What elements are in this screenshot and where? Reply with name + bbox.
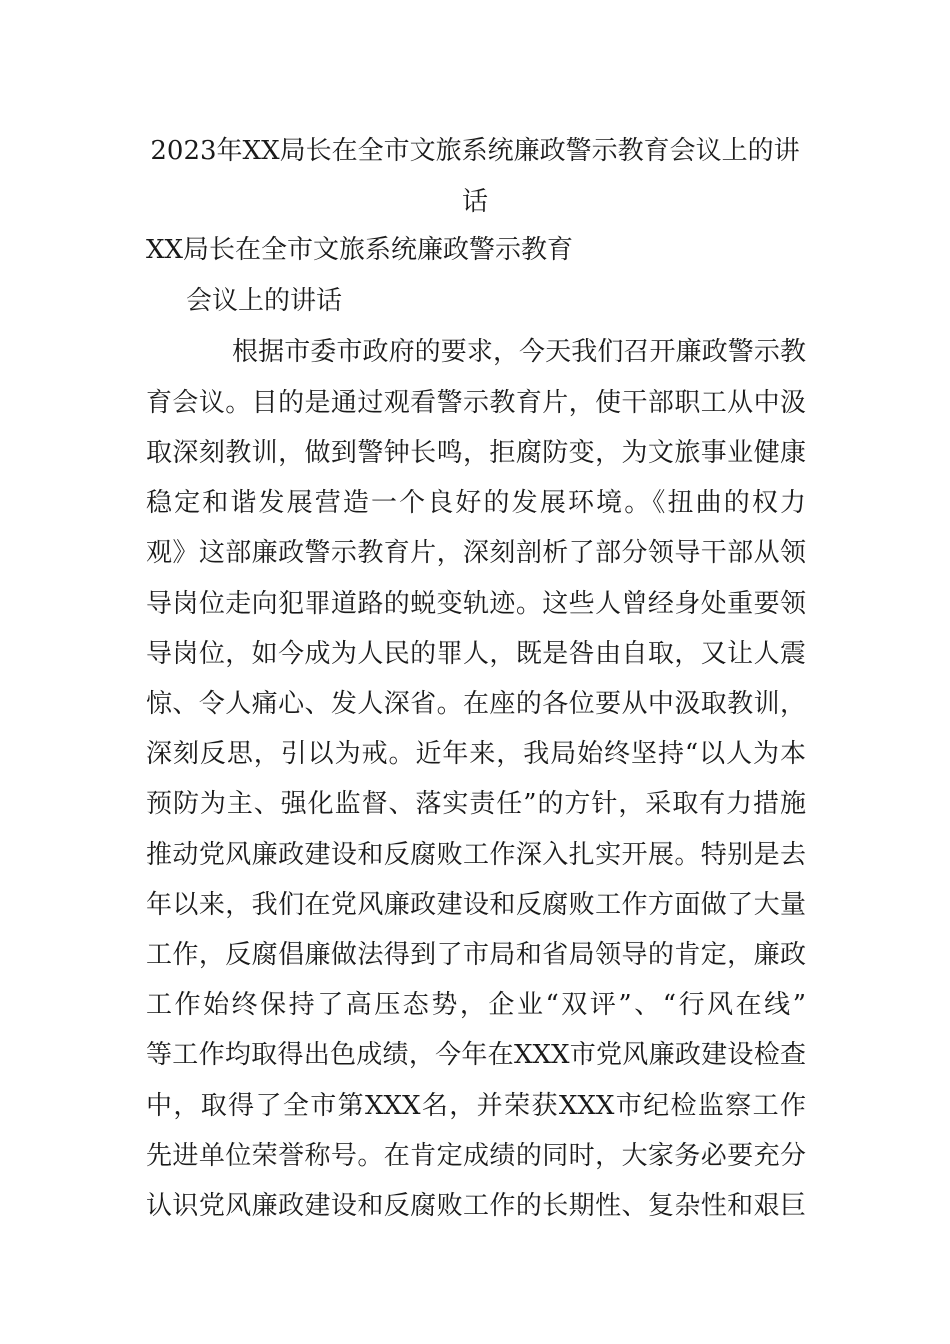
body-text-line: 导岗位，如今成为人民的罪人，既是咎由自取，又让人震 [146,639,806,669]
body-text-line: 深刻反思，引以为戒。近年来，我局始终坚持“以人为本 [146,739,806,769]
body-text-line: 稳定和谐发展营造一个良好的发展环境。《扭曲的权力 [146,488,806,518]
body-text-line: 工作始终保持了高压态势，企业“双评”、“行风在线” [146,990,806,1020]
body-text-line: 根据市委市政府的要求，今天我们召开廉政警示教 [232,337,806,367]
body-text-line: 先进单位荣誉称号。在肯定成绩的同时，大家务必要充分 [146,1141,806,1171]
speech-subtitle-line-2: 会议上的讲话 [186,286,343,316]
body-text-line: 工作，反腐倡廉做法得到了市局和省局领导的肯定，廉政 [146,940,806,970]
body-text-line: 年以来，我们在党风廉政建设和反腐败工作方面做了大量 [146,890,806,920]
body-text-line: 导岗位走向犯罪道路的蜕变轨迹。这些人曾经身处重要领 [146,589,806,619]
speech-subtitle-line-1: XX局长在全市文旅系统廉政警示教育 [146,235,574,265]
body-text-line: 预防为主、强化监督、落实责任”的方针，采取有力措施 [146,789,806,819]
body-text-line: 认识党风廉政建设和反腐败工作的长期性、复杂性和艰巨 [146,1191,806,1221]
document-title-line-1: 2023年XX局长在全市文旅系统廉政警示教育会议上的讲 [150,136,800,166]
document-title-line-2: 话 [461,187,488,217]
body-text-line: 观》这部廉政警示教育片，深刻剖析了部分领导干部从领 [146,538,806,568]
body-text-line: 惊、令人痛心、发人深省。在座的各位要从中汲取教训， [146,689,806,719]
body-text-line: 育会议。目的是通过观看警示教育片，使干部职工从中汲 [146,388,806,418]
body-text-line: 取深刻教训，做到警钟长鸣，拒腐防变，为文旅事业健康 [146,438,806,468]
body-text-line: 等工作均取得出色成绩，今年在XXX市党风廉政建设检查 [146,1040,806,1070]
body-text-line: 中，取得了全市第XXX名，并荣获XXX市纪检监察工作 [146,1091,806,1121]
body-text-line: 推动党风廉政建设和反腐败工作深入扎实开展。特别是去 [146,840,806,870]
